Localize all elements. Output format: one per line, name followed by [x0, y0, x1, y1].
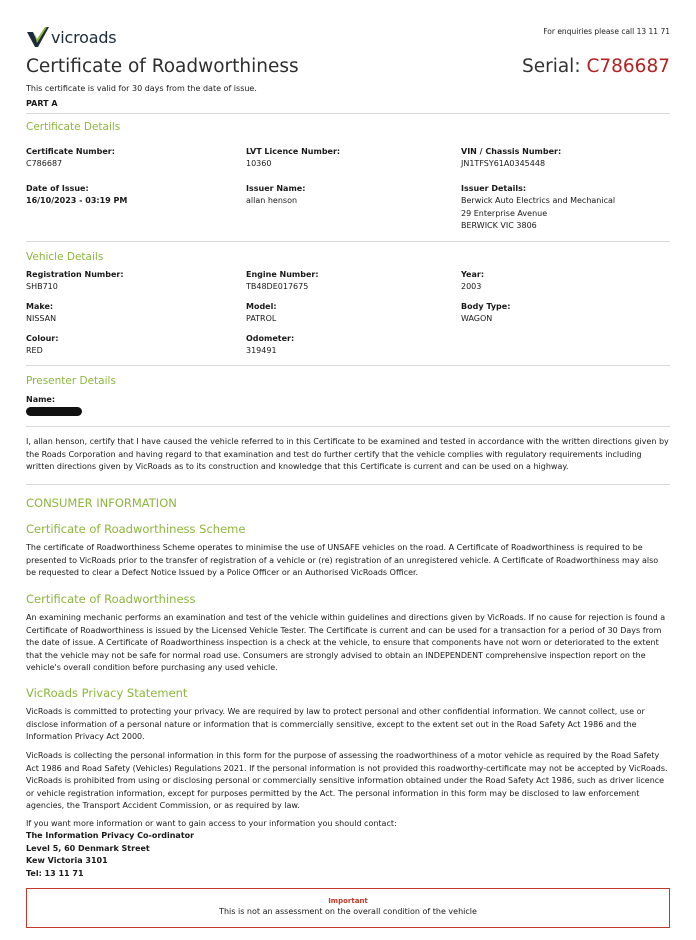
odometer-label: Odometer:	[246, 334, 295, 343]
presenter-name-label: Name:	[26, 395, 56, 404]
divider	[26, 426, 670, 427]
year-value: 2003	[461, 282, 482, 291]
serial-number: C786687	[586, 56, 670, 77]
make-value: NISSAN	[26, 314, 57, 323]
redacted-name	[26, 407, 82, 416]
contact-line-3: Kew Victoria 3101	[26, 856, 108, 865]
page-title: Certificate of Roadworthiness	[26, 56, 299, 77]
issuer-details-label: Issuer Details:	[461, 184, 527, 193]
divider	[26, 484, 670, 485]
important-text: This is not an assessment on the overall condition of the vehicle	[219, 907, 477, 916]
divider	[26, 365, 670, 366]
model-value: PATROL	[246, 314, 277, 323]
enquiries-text: For enquiries please call 13 11 71	[543, 27, 670, 36]
divider	[26, 113, 670, 114]
odometer-value: 319491	[246, 346, 277, 355]
serial-label: Serial:	[521, 56, 581, 77]
date-of-issue-label: Date of Issue:	[26, 184, 89, 193]
engine-value: TB48DE017675	[246, 282, 309, 291]
issuer-name-value: allan henson	[246, 196, 298, 205]
engine-label: Engine Number:	[246, 270, 319, 279]
part-label: PART A	[26, 99, 58, 108]
registration-label: Registration Number:	[26, 270, 124, 279]
privacy-text-2: VicRoads is collecting the personal information in this form for the purpose of assessing the roadworthiness of a motor vehicle as required by the Road Safety Act 1986 and Road Safety (Vehicles) Regulations 2021. If the personal information is not provided this roadworthy-certificate may not be accepted by VicRoads. VicRoads is prohibited from using or disclosing personal or commercially sensitive information obtained under the Road Safety Act 1986, such as driver licence or vehicle registration information, except for purposes permitted by the Act. The personal information in this form may be disclosed to law enforcement agencies, the Transport Accident Commission, or as required by law.	[26, 751, 668, 810]
lvt-licence-value: 10360	[246, 159, 272, 168]
vin-label: VIN / Chassis Number:	[461, 147, 562, 156]
divider	[26, 241, 670, 242]
contact-intro: If you want more information or want to gain access to your information you should contact:	[26, 819, 397, 828]
logo-text: vicroads	[51, 27, 117, 47]
certificate-details-heading: Certificate Details	[26, 121, 121, 133]
lvt-licence-label: LVT Licence Number:	[246, 147, 341, 156]
year-label: Year:	[461, 270, 485, 279]
presenter-details-heading: Presenter Details	[26, 375, 116, 387]
model-label: Model:	[246, 302, 277, 311]
certificate-number-label: Certificate Number:	[26, 147, 115, 156]
contact-line-4: Tel: 13 11 71	[26, 868, 84, 878]
vehicle-details-heading: Vehicle Details	[26, 251, 104, 263]
consumer-information-heading: CONSUMER INFORMATION	[26, 496, 177, 510]
scheme-text: The certificate of Roadworthiness Scheme operates to minimise the use of UNSAFE vehicles on the road. A Certificate of Roadworthiness is required to be presented to VicRoads prior to the transfer of registration of a vehicle or (re) registration of an unregistered vehicle. A Certificate of Roadworthiness may also be requested to clear a Defect Notice Issued by a Police Officer or an Authorised VicRoads Officer.	[26, 543, 659, 577]
important-notice	[26, 888, 670, 928]
issuer-details-line2: 29 Enterprise Avenue	[461, 208, 548, 218]
scheme-heading: Certificate of Roadworthiness Scheme	[26, 522, 246, 536]
certificate-heading: Certificate of Roadworthiness	[26, 592, 196, 606]
colour-value: RED	[26, 346, 43, 355]
serial	[522, 56, 670, 77]
issuer-details-line1: Berwick Auto Electrics and Mechanical	[461, 196, 616, 205]
colour-label: Colour:	[26, 334, 59, 343]
vicroads-check-icon	[26, 26, 50, 48]
body-type-value: WAGON	[461, 314, 493, 323]
privacy-text-1: VicRoads is committed to protecting your privacy. We are required by law to protect personal and other confidential information. We cannot collect, use or disclose information of a personal nature or information that is commercially sensitive, except to the extent set out in the Road Safety Act 1986 and the Information Privacy Act 2000.	[26, 707, 645, 741]
body-type-label: Body Type:	[461, 302, 511, 311]
issuer-name-label: Issuer Name:	[246, 184, 306, 193]
privacy-heading: VicRoads Privacy Statement	[26, 686, 188, 700]
registration-value: SHB710	[26, 282, 58, 291]
vicroads-logo	[26, 24, 116, 50]
important-title: Important	[328, 897, 368, 905]
contact-line-1: The Information Privacy Co-ordinator	[26, 831, 195, 840]
certificate-number-value: C786687	[26, 159, 63, 168]
certification-statement: I, allan henson, certify that I have caused the vehicle referred to in this Certificate to be examined and tested in accordance with the written directions given by the Roads Corporation and having regard to that examination and test do further certify that the vehicle complies with regulatory requirements including written directions given by VicRoads as to its construction and knowledge that this Certificate is current and can be used on a highway.	[26, 437, 669, 471]
date-of-issue-value: 16/10/2023 - 03:19 PM	[26, 196, 128, 205]
contact-line-2: Level 5, 60 Denmark Street	[26, 843, 150, 853]
make-label: Make:	[26, 302, 54, 311]
certificate-text: An examining mechanic performs an examination and test of the vehicle within guidelines and directions given by VicRoads. If no cause for rejection is found a Certificate of Roadworthiness is issued by the Licensed Vehicle Tester. The Certificate is current and can be used for a transaction for a period of 30 Days from the date of issue. A Certificate of Roadworthiness inspection is a check at the vehicle, to ensure that components have not worn or deteriorated to the extent that the vehicle may not be safe for normal road use. Consumers are strongly advised to obtain an INDEPENDENT comprehensive inspection report on the vehicle's overall condition before purchasing any used vehicle.	[26, 613, 666, 672]
validity-text: This certificate is valid for 30 days from the date of issue.	[26, 84, 257, 93]
vin-value: JN1TFSY61A0345448	[461, 159, 546, 168]
issuer-details-line3: BERWICK VIC 3806	[461, 221, 537, 230]
